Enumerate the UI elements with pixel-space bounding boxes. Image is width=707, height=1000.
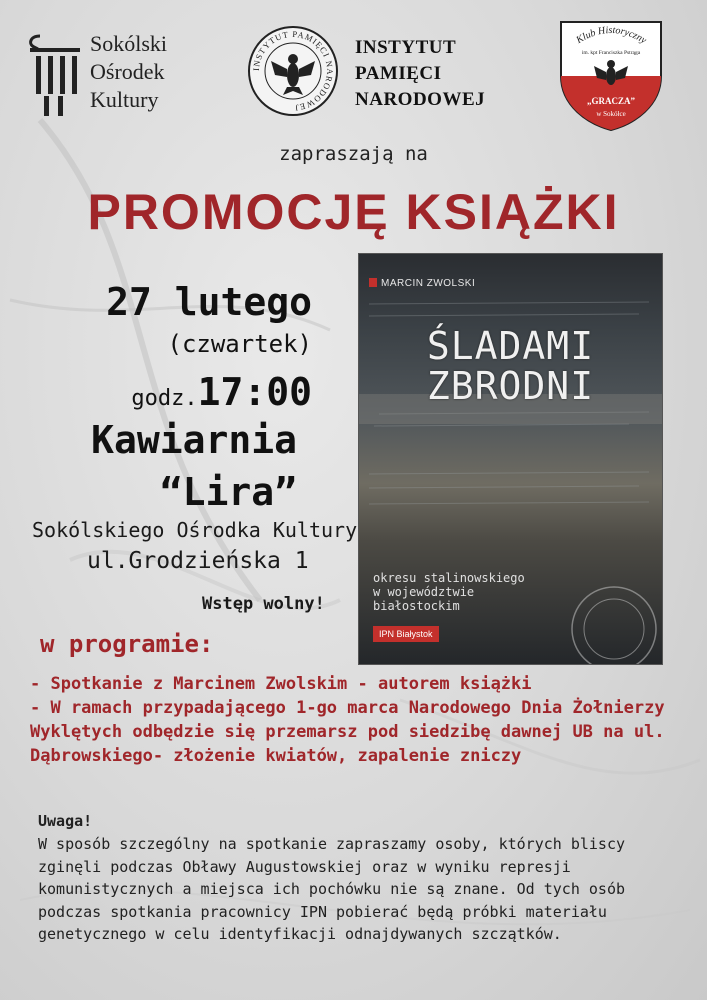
klub-sub-text: im. kpt Franciszka Pstrąga: [581, 50, 641, 56]
klub-name-text: „GRACZA”: [586, 96, 636, 106]
venue-line1: Kawiarnia: [91, 418, 297, 462]
event-time-value: 17:00: [197, 370, 312, 414]
ipn-name: [355, 35, 485, 113]
book-author-marker: [369, 278, 377, 287]
address-line2: ul.Grodzieńska 1: [87, 548, 309, 574]
event-time-prefix: godz.: [131, 386, 198, 411]
book-author: MARCIN ZWOLSKI: [381, 278, 476, 289]
venue-line2: “Lira”: [159, 470, 297, 514]
program-list: [30, 672, 690, 768]
event-weekday: (czwartek): [167, 330, 312, 358]
book-subtitle-line1: okresu stalinowskiego: [373, 571, 525, 585]
program-item: - Spotkanie z Marcinem Zwolskim - autorem książki: [30, 674, 532, 694]
program-title: w programie:: [40, 630, 214, 658]
klub-arc-text: Klub Historyczny: [574, 24, 649, 47]
book-title-line2: ZBRODNI: [426, 364, 595, 408]
book-subtitle: [373, 571, 525, 613]
book-subtitle-line2: w województwie: [373, 585, 475, 599]
book-title-line1: ŚLADAMI: [426, 324, 595, 368]
address-line1: Sokólskiego Ośrodka Kultury: [32, 518, 358, 542]
pillars-icon: [26, 34, 84, 118]
book-publisher: IPN Białystok: [373, 626, 439, 642]
note-title: Uwaga!: [38, 812, 93, 830]
book-cover: [359, 254, 662, 664]
ipn-name-line1: INSTYTUT: [355, 37, 457, 58]
entry-note: Wstęp wolny!: [202, 594, 325, 614]
ipn-seal-ring-text: INSTYTUT PAMIĘCI NARODOWEJ: [250, 28, 336, 114]
book-subtitle-line3: białostockim: [373, 599, 460, 613]
ipn-seal-icon: [247, 25, 339, 117]
event-date: 27 lutego: [106, 280, 312, 324]
ipn-name-line2: PAMIĘCI: [355, 63, 442, 84]
sok-name-line2: Ośrodek: [90, 59, 165, 84]
klub-city-text: w Sokółce: [596, 110, 626, 118]
program-item: - W ramach przypadającego 1-go marca Narodowego Dnia Żołnierzy Wyklętych odbędzie się przemarsz pod siedzibę dawnej UB na ul. Dąbrowskiego- złożenie kwiatów, zapalenie zniczy: [30, 698, 665, 766]
sok-logo: [26, 30, 196, 125]
sok-name-line1: Sokólski: [90, 31, 168, 56]
sok-name-line3: Kultury: [90, 87, 159, 112]
ipn-name-line3: NARODOWEJ: [355, 89, 486, 110]
klub-shield-icon: [556, 14, 666, 134]
invite-text: zapraszają na: [279, 143, 428, 165]
event-time: [131, 370, 312, 414]
headline: PROMOCJĘ KSIĄŻKI: [87, 184, 620, 240]
note-text: W sposób szczególny na spotkanie zapraszamy osoby, których bliscy zginęli podczas Obławy Augustowskiej oraz w wyniku represji komunistycznych a miejsca ich pochówku nie są znane. Od tych osób podczas spotkania pracownicy IPN pobierać będą próbki materiału genetycznego w celu identyfikacji odnajdywanych szczątków.: [38, 835, 625, 943]
